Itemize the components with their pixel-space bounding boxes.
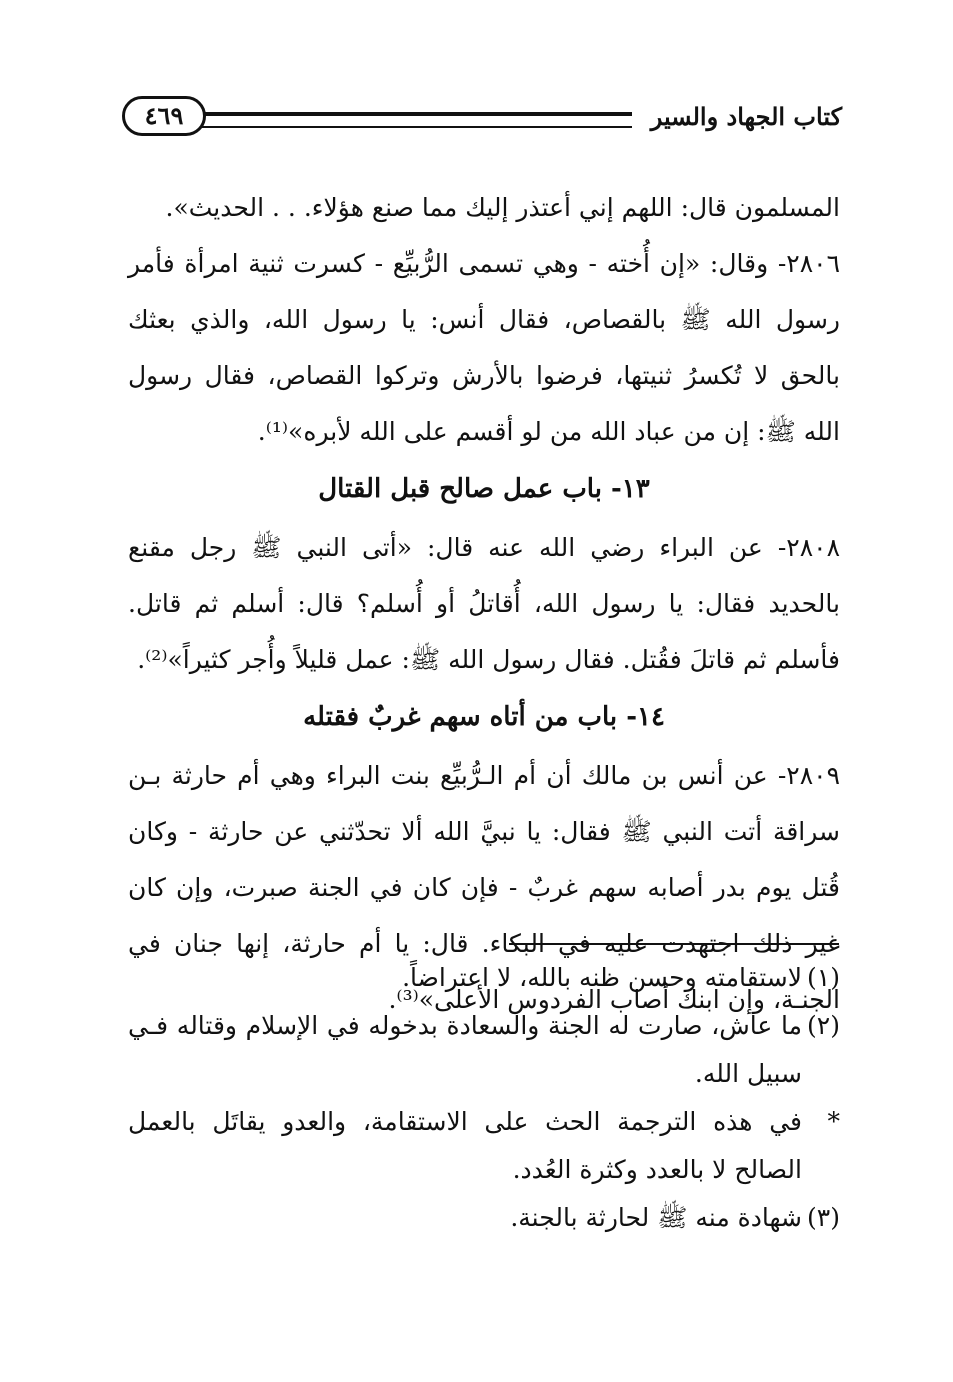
footnote-2 — [128, 1002, 840, 1098]
header-rule — [200, 112, 632, 128]
footnote-text: ما عاش، صارت له الجنة والسعادة بدخوله في الإسلام وقتاله فـي سبيل الله. — [128, 1011, 802, 1088]
main-text — [128, 180, 840, 1028]
footnote-marker: * — [827, 1107, 840, 1136]
page-header — [122, 96, 842, 146]
footnote-text: لاستقامته وحسن ظنه بالله، لا اعتراضاً. — [402, 963, 802, 992]
footnote-marker: (١) — [807, 963, 840, 992]
footnote-3 — [128, 1194, 840, 1242]
paragraph-2805-end: المسلمون قال: اللهم إني أعتذر إليك مما صنع هؤلاء. . . الحديث». — [165, 193, 840, 222]
chapter-heading-13: ١٣- باب عمل صالح قبل القتال — [318, 474, 650, 504]
paragraph-2809: ٢٨٠٩- عن أنس بن مالك أن أم الـرُّبيِّع بنت البراء وهي أم حارثة بـن سراقة أتت النبي ﷺ فقال: يا نبيَّ الله ألا تحدّثني عن حارثة - وكان قُتل يوم بدر أصابه سهم غربٌ - فإن كان في الجنة صبرت، وإن كان غير ذلك اجتهدت عليه في البكاء. قال: يا أم حارثة، إنها جنان في الجنـة، وإن ابنك أصاب الفردوس الأعلى»⁽³⁾. — [128, 761, 840, 1014]
footnote-marker: (٣) — [807, 1203, 840, 1232]
paragraph-2808: ٢٨٠٨- عن البراء رضي الله عنه قال: «أتى النبي ﷺ رجل مقنع بالحديد فقال: يا رسول الله، أُقاتلُ أو أُسلم؟ قال: أسلم ثم قاتل. فأسلم ثم قاتلَ فقُتل. فقال رسول الله ﷺ: عمل قليلاً وأُجر كثيراً»⁽²⁾. — [128, 533, 840, 674]
footnote-separator — [509, 943, 839, 945]
footnote-marker: (٢) — [807, 1011, 840, 1040]
footnote-1 — [128, 954, 840, 1002]
page-number: ٤٦٩ — [122, 96, 206, 136]
chapter-heading-14: ١٤- باب من أتاه سهم غربٌ فقتله — [303, 702, 665, 732]
footnote-text: في هذه الترجمة الحث على الاستقامة، والعدو يقاتَل بالعمل الصالح لا بالعدد وكثرة العُدد. — [128, 1107, 802, 1184]
footnotes — [128, 954, 840, 1242]
footnote-text: شهادة منه ﷺ لحارثة بالجنة. — [510, 1203, 802, 1232]
paragraph-2806: ٢٨٠٦- وقال: «إن أُخته - وهي تسمى الرُّبيِّع - كسرت ثنية امرأة فأمر رسول الله ﷺ بالقصاص، فقال أنس: يا رسول الله، والذي بعثك بالحق لا تُكسرُ ثنيتها، فرضوا بالأرش وتركوا القصاص، فقال رسول الله ﷺ: إن من عباد الله من لو أقسم على الله لأبره»⁽¹⁾. — [128, 249, 840, 446]
footnote-asterisk — [128, 1098, 840, 1194]
running-title: كتاب الجهاد والسير — [650, 102, 842, 131]
